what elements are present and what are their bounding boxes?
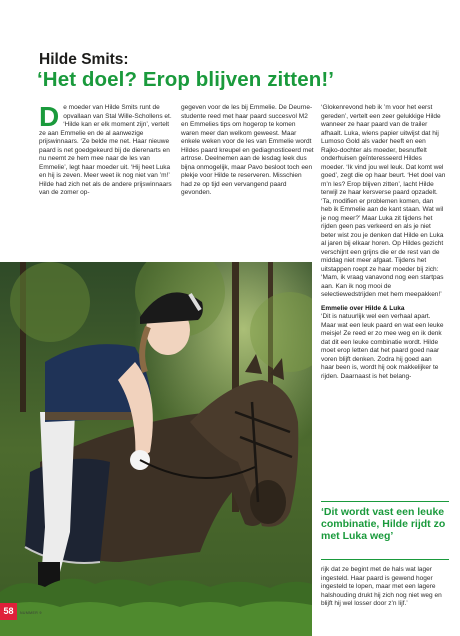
column-1 [39,101,174,198]
drop-cap: D [39,101,60,132]
intro-text: e moeder van Hilde Smits runt de opvallaan van Stal Wille-Schollens et. ‘Hilde kan er elk moment zijn’, vertelt ze aan Emmelie en de al aanwezige prijswinnaars. ‘Ze belde me net. Haar nieuwe paard is net goedgekeurd bij de dierenarts en nu neemt ze hem mee naar de les van Emmelie’, legt haar moeder uit. ‘Hij heet Luka en hij is zeven. Meer weet ik nog niet van ’m!’ Hilde had zich net als de andere prijswinnaars van de zomer op- [39,104,172,196]
pull-quote-rule-bottom [321,559,449,560]
headline: ‘Het doel? Erop blijven zitten!’ [37,68,335,91]
byline: Hilde Smits: [39,51,129,68]
column-3 [321,104,446,381]
pull-quote-rule-top [321,501,449,502]
photo-illustration [0,262,312,636]
subhead: Emmelie over Hilde & Luka [321,304,405,312]
rider-horse-photo [0,262,312,636]
column-3-text: ‘Glokenrevond heb ik ’m voor het eerst gereden’, vertelt een zeer gelukkige Hilde wanneer ze haar paard van de trailer afhaalt. Luka, wiens papier uitwijst dat hij Lumoso Gold als vader heeft en een Rajko-dochter als moeder, besnuffelt onderhuisen geïnteresseerd Hildes moeder. ‘Ik vind jou wel leuk. Dat komt wel goed’, zegt die op haar beurt. ‘Het doel van m’n les? Erop blijven zitten’, lacht Hilde terwijl ze haar kersverse paard opzadelt. ‘Ta, modifien er problemen komen, dan heb ik Emmelie aan de kant staan. Wat wil je nog meer?’ Maar Luka zit tijdens het rijden geen pas verkeerd en als je niet beter wist zou je denken dat Hilde en Luka al jaren bij elkaar horen. Op Hildes gezicht verschijnt een grijns die er de rest van de middag niet meer afgaat. Tijdens het uitstappen roept ze haar moeder bij zich: ‘Mam, ik vraag vanavond nog een startpas aan. Kan ik nog mooi de selectiewedstrijden met hem meepakken!’ [321,104,446,298]
column-2-text: gegeven voor de les bij Emmelie. De Deurne-studente reed met haar paard succesvol M2 en Emmelies tips om hogerop te komen waren meer dan welkom geweest. Maar enkele weken voor de les van Emmelie wordt Hildes paard kreupel en gediagnosticeerd met artrose. Deelnemen aan de lesdag leek dus bijna onmogelijk, maar Pavo besloot toch een plekje voor Hilde te reserveren. Misschien had ze op tijd een vervangend paard gevonden. [181,104,314,196]
column-3-end [321,566,446,609]
page-number: 58 [0,603,17,620]
magazine-issue: NUMMER 9 [20,611,42,615]
pull-quote: ‘Dit wordt vast een leuke combinatie, Hilde rijdt zo met Luka weg’ [321,506,446,542]
column-2 [181,104,314,198]
column-3-after-text: ‘Dit is natuurlijk wel een verhaal apart. Maar wat een leuk paard en wat een leuke meisje! Ze reed er zo mee weg en ik denk dat dit een leuke combinatie wordt. Hilde moet erop letten dat het paard goed naar voren blijft denken. Zodra hij goed aan haar been is, wordt hij ook makkelijker te rijden. Daarnaast is het belang- [321,313,444,380]
column-3-end-text: rijk dat ze begint met de hals wat lager ingesteld. Haar paard is gewend hoger ingesteld te lopen, maar met een lagere halshouding drukt hij zich nog niet weg en blijft hij wel losser door z’n lijf.’ [321,566,442,607]
